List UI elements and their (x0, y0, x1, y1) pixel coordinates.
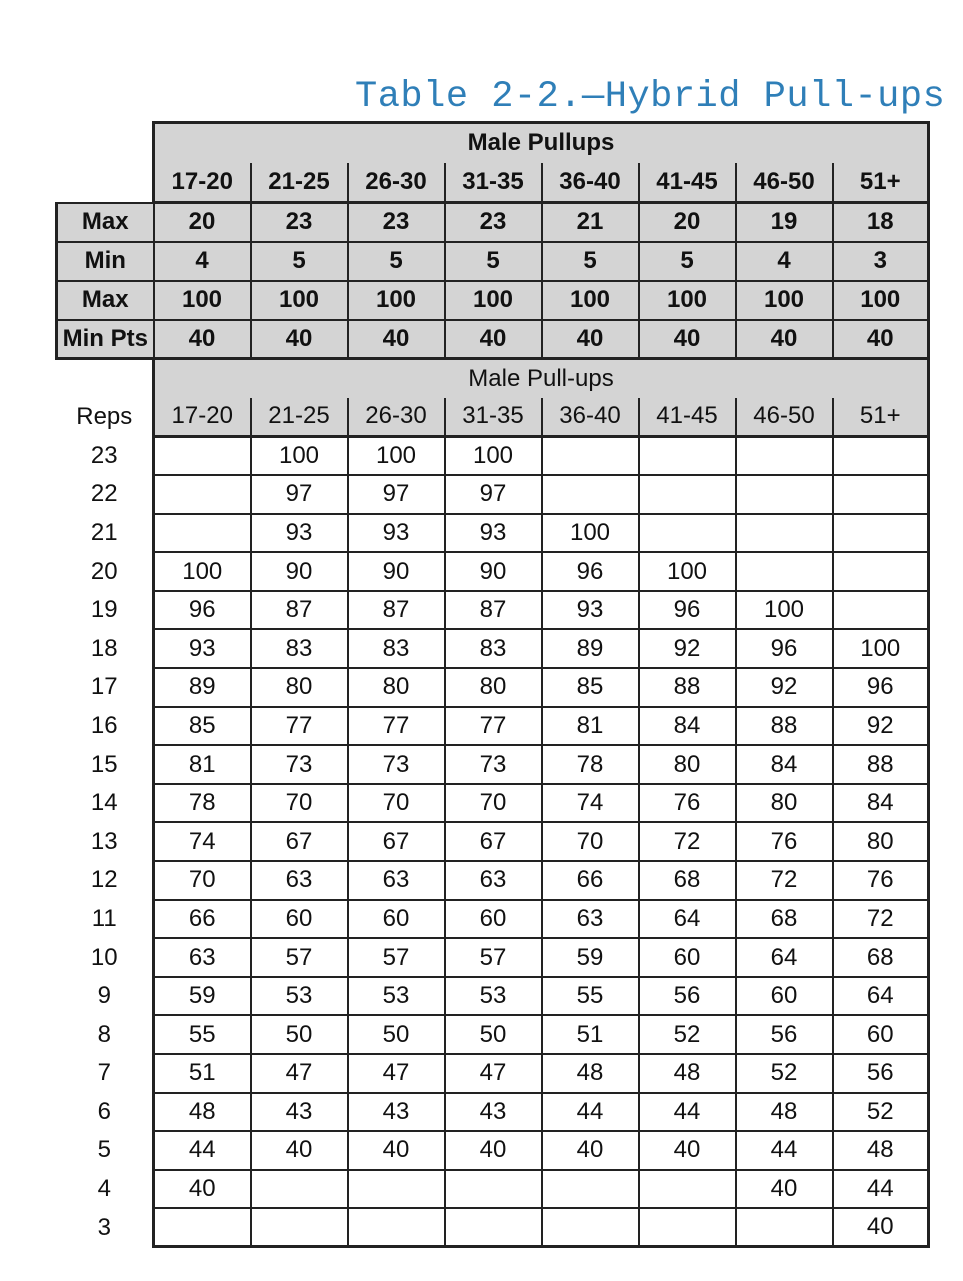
score-cell: 80 (348, 668, 445, 707)
summary-row (57, 320, 929, 359)
score-cell: 57 (445, 938, 542, 977)
summary-value: 100 (833, 281, 929, 320)
score-cell: 64 (639, 900, 736, 939)
score-cell (251, 1170, 348, 1209)
score-cell (445, 1208, 542, 1247)
score-cell: 90 (348, 552, 445, 591)
score-cell: 44 (639, 1093, 736, 1132)
score-cell: 40 (736, 1170, 833, 1209)
reps-value: 14 (57, 784, 154, 823)
summary-header: Male Pullups (154, 123, 929, 163)
score-cell: 96 (736, 629, 833, 668)
reps-value: 23 (57, 437, 154, 476)
score-cell: 85 (154, 707, 251, 746)
score-header-row (57, 359, 929, 398)
summary-value: 23 (348, 203, 445, 242)
summary-value: 18 (833, 203, 929, 242)
score-cell: 63 (445, 861, 542, 900)
score-cell: 90 (251, 552, 348, 591)
summary-value: 5 (251, 242, 348, 281)
reps-value: 11 (57, 900, 154, 939)
score-cell: 73 (348, 745, 445, 784)
score-cell: 60 (639, 938, 736, 977)
score-cell: 97 (348, 475, 445, 514)
score-cell: 56 (736, 1015, 833, 1054)
score-cell (639, 514, 736, 553)
score-cell: 60 (445, 900, 542, 939)
score-cell: 60 (348, 900, 445, 939)
summary-value: 4 (736, 242, 833, 281)
summary-row (57, 242, 929, 281)
corner-blank (57, 163, 154, 203)
score-age-group: 31-35 (445, 398, 542, 437)
score-cell (154, 437, 251, 476)
score-cell: 100 (154, 552, 251, 591)
score-cell: 80 (251, 668, 348, 707)
score-cell: 67 (445, 822, 542, 861)
summary-age-group: 31-35 (445, 163, 542, 203)
table-row (57, 822, 929, 861)
summary-row-label: Max (57, 281, 154, 320)
score-cell: 76 (833, 861, 929, 900)
score-cell: 66 (542, 861, 639, 900)
score-cell: 67 (348, 822, 445, 861)
score-cell: 43 (348, 1093, 445, 1132)
table-row (57, 900, 929, 939)
reps-value: 19 (57, 591, 154, 630)
summary-value: 21 (542, 203, 639, 242)
score-cell: 51 (154, 1054, 251, 1093)
score-cell: 83 (348, 629, 445, 668)
score-cell: 60 (736, 977, 833, 1016)
summary-row-label: Max (57, 203, 154, 242)
score-cell: 88 (736, 707, 833, 746)
summary-value: 100 (251, 281, 348, 320)
score-cell: 64 (833, 977, 929, 1016)
reps-value: 4 (57, 1170, 154, 1209)
score-cell: 77 (348, 707, 445, 746)
table-row (57, 1015, 929, 1054)
summary-value: 40 (639, 320, 736, 359)
reps-label: Reps (57, 398, 154, 437)
score-cell: 89 (154, 668, 251, 707)
summary-age-group: 26-30 (348, 163, 445, 203)
score-cell: 47 (348, 1054, 445, 1093)
score-cell (445, 1170, 542, 1209)
summary-age-group: 51+ (833, 163, 929, 203)
table-row (57, 668, 929, 707)
score-cell: 97 (251, 475, 348, 514)
score-cell: 40 (154, 1170, 251, 1209)
reps-value: 8 (57, 1015, 154, 1054)
score-cell: 50 (445, 1015, 542, 1054)
summary-value: 23 (445, 203, 542, 242)
score-cell: 81 (542, 707, 639, 746)
score-cell: 59 (154, 977, 251, 1016)
score-cell: 52 (639, 1015, 736, 1054)
score-cell: 48 (833, 1131, 929, 1170)
summary-value: 100 (639, 281, 736, 320)
score-cell (736, 437, 833, 476)
pullup-score-table (55, 121, 930, 1248)
summary-value: 4 (154, 242, 251, 281)
table-row (57, 1208, 929, 1247)
score-cell: 84 (833, 784, 929, 823)
score-cell: 53 (445, 977, 542, 1016)
table-row (57, 1170, 929, 1209)
score-cell: 93 (445, 514, 542, 553)
score-cell (736, 475, 833, 514)
summary-age-group: 41-45 (639, 163, 736, 203)
score-cell: 96 (639, 591, 736, 630)
score-cell (736, 552, 833, 591)
score-cell: 78 (154, 784, 251, 823)
score-cell (154, 1208, 251, 1247)
score-cell: 40 (639, 1131, 736, 1170)
score-cell: 52 (736, 1054, 833, 1093)
table-row (57, 514, 929, 553)
score-cell (736, 1208, 833, 1247)
score-cell: 50 (251, 1015, 348, 1054)
score-cell (639, 1170, 736, 1209)
score-cell: 74 (154, 822, 251, 861)
summary-value: 40 (348, 320, 445, 359)
summary-value: 100 (348, 281, 445, 320)
score-cell: 100 (639, 552, 736, 591)
score-cell: 70 (445, 784, 542, 823)
score-cell: 64 (736, 938, 833, 977)
score-cell: 72 (639, 822, 736, 861)
score-cell (154, 475, 251, 514)
score-cell: 43 (251, 1093, 348, 1132)
score-cell: 53 (251, 977, 348, 1016)
score-cell (833, 437, 929, 476)
summary-age-group: 17-20 (154, 163, 251, 203)
score-cell: 73 (251, 745, 348, 784)
score-cell: 74 (542, 784, 639, 823)
score-cell: 44 (736, 1131, 833, 1170)
score-cell: 76 (639, 784, 736, 823)
score-cell (251, 1208, 348, 1247)
score-cell: 83 (445, 629, 542, 668)
score-cell (542, 437, 639, 476)
score-cell: 68 (833, 938, 929, 977)
score-cell: 56 (639, 977, 736, 1016)
table-row (57, 861, 929, 900)
score-cell: 77 (445, 707, 542, 746)
table-row (57, 707, 929, 746)
score-cell: 92 (736, 668, 833, 707)
summary-value: 5 (542, 242, 639, 281)
score-cell (833, 475, 929, 514)
score-cell (736, 514, 833, 553)
summary-row (57, 203, 929, 242)
summary-value: 19 (736, 203, 833, 242)
score-cell: 93 (251, 514, 348, 553)
reps-value: 12 (57, 861, 154, 900)
score-cell: 48 (154, 1093, 251, 1132)
score-cell: 40 (251, 1131, 348, 1170)
score-cell (348, 1170, 445, 1209)
score-cell: 70 (251, 784, 348, 823)
score-cell: 68 (736, 900, 833, 939)
score-cell: 55 (154, 1015, 251, 1054)
score-cell: 40 (348, 1131, 445, 1170)
score-cell: 93 (348, 514, 445, 553)
score-cell (154, 514, 251, 553)
score-cell: 56 (833, 1054, 929, 1093)
score-cell: 76 (736, 822, 833, 861)
score-cell: 84 (639, 707, 736, 746)
score-cell (833, 514, 929, 553)
score-cell (833, 591, 929, 630)
score-cell: 87 (445, 591, 542, 630)
score-cell: 100 (833, 629, 929, 668)
score-cell: 44 (542, 1093, 639, 1132)
score-cell (639, 1208, 736, 1247)
score-age-group: 17-20 (154, 398, 251, 437)
summary-value: 20 (154, 203, 251, 242)
score-age-group: 51+ (833, 398, 929, 437)
score-cell (639, 437, 736, 476)
reps-value: 17 (57, 668, 154, 707)
summary-value: 5 (348, 242, 445, 281)
score-cell: 72 (833, 900, 929, 939)
summary-value: 23 (251, 203, 348, 242)
score-cell: 48 (542, 1054, 639, 1093)
score-cell: 59 (542, 938, 639, 977)
score-cell: 100 (542, 514, 639, 553)
score-age-group: 26-30 (348, 398, 445, 437)
score-cell: 89 (542, 629, 639, 668)
score-cell: 88 (833, 745, 929, 784)
score-cell: 40 (445, 1131, 542, 1170)
summary-value: 20 (639, 203, 736, 242)
table-row (57, 1093, 929, 1132)
summary-value: 100 (154, 281, 251, 320)
reps-value: 7 (57, 1054, 154, 1093)
score-cell: 47 (251, 1054, 348, 1093)
summary-row-label: Min Pts (57, 320, 154, 359)
summary-value: 40 (251, 320, 348, 359)
score-cell: 100 (736, 591, 833, 630)
score-cell: 70 (542, 822, 639, 861)
score-age-group: 46-50 (736, 398, 833, 437)
score-age-group: 41-45 (639, 398, 736, 437)
reps-value: 3 (57, 1208, 154, 1247)
score-cell: 81 (154, 745, 251, 784)
score-cell: 66 (154, 900, 251, 939)
table-row (57, 475, 929, 514)
summary-value: 40 (154, 320, 251, 359)
score-cell (833, 552, 929, 591)
score-cell: 63 (542, 900, 639, 939)
summary-value: 5 (445, 242, 542, 281)
table-row (57, 938, 929, 977)
score-cell: 48 (736, 1093, 833, 1132)
reps-value: 21 (57, 514, 154, 553)
score-cell: 60 (833, 1015, 929, 1054)
table-row (57, 1131, 929, 1170)
summary-age-group: 21-25 (251, 163, 348, 203)
score-cell (542, 475, 639, 514)
table-row (57, 437, 929, 476)
score-cell: 80 (736, 784, 833, 823)
score-cell: 63 (251, 861, 348, 900)
score-cell (639, 475, 736, 514)
score-cell: 97 (445, 475, 542, 514)
reps-value: 22 (57, 475, 154, 514)
table-title: Table 2-2.—Hybrid Pull-ups (355, 76, 946, 118)
summary-header-row (57, 123, 929, 163)
score-cell: 47 (445, 1054, 542, 1093)
score-cell: 72 (736, 861, 833, 900)
score-age-group: 36-40 (542, 398, 639, 437)
score-cell: 55 (542, 977, 639, 1016)
score-cell: 80 (833, 822, 929, 861)
reps-value: 16 (57, 707, 154, 746)
score-cell: 88 (639, 668, 736, 707)
score-cell: 100 (348, 437, 445, 476)
corner-blank (57, 359, 154, 398)
score-cell: 48 (639, 1054, 736, 1093)
score-cell: 52 (833, 1093, 929, 1132)
summary-row (57, 281, 929, 320)
table-row (57, 784, 929, 823)
reps-value: 15 (57, 745, 154, 784)
score-cell: 85 (542, 668, 639, 707)
summary-value: 3 (833, 242, 929, 281)
summary-value: 40 (736, 320, 833, 359)
corner-blank (57, 123, 154, 163)
score-cell: 44 (154, 1131, 251, 1170)
score-cell: 93 (154, 629, 251, 668)
summary-age-group: 46-50 (736, 163, 833, 203)
score-cell: 87 (348, 591, 445, 630)
score-cell: 51 (542, 1015, 639, 1054)
score-cell: 67 (251, 822, 348, 861)
score-cell: 92 (639, 629, 736, 668)
score-cell: 50 (348, 1015, 445, 1054)
summary-age-row (57, 163, 929, 203)
reps-value: 9 (57, 977, 154, 1016)
score-cell: 78 (542, 745, 639, 784)
score-cell: 43 (445, 1093, 542, 1132)
summary-row-label: Min (57, 242, 154, 281)
score-cell: 93 (542, 591, 639, 630)
score-cell: 100 (251, 437, 348, 476)
score-cell: 60 (251, 900, 348, 939)
score-cell: 96 (154, 591, 251, 630)
reps-value: 18 (57, 629, 154, 668)
score-cell: 87 (251, 591, 348, 630)
score-cell: 63 (348, 861, 445, 900)
summary-age-group: 36-40 (542, 163, 639, 203)
score-cell: 68 (639, 861, 736, 900)
score-cell: 80 (639, 745, 736, 784)
score-cell: 40 (833, 1208, 929, 1247)
score-cell: 100 (445, 437, 542, 476)
table-row (57, 629, 929, 668)
score-cell: 57 (348, 938, 445, 977)
reps-value: 20 (57, 552, 154, 591)
score-cell: 83 (251, 629, 348, 668)
score-cell: 70 (154, 861, 251, 900)
score-cell: 80 (445, 668, 542, 707)
score-cell: 92 (833, 707, 929, 746)
table-row (57, 591, 929, 630)
reps-value: 6 (57, 1093, 154, 1132)
score-cell: 96 (833, 668, 929, 707)
score-cell (542, 1170, 639, 1209)
score-cell: 70 (348, 784, 445, 823)
score-cell: 44 (833, 1170, 929, 1209)
summary-value: 40 (445, 320, 542, 359)
score-cell: 73 (445, 745, 542, 784)
score-cell: 90 (445, 552, 542, 591)
reps-value: 10 (57, 938, 154, 977)
summary-value: 40 (833, 320, 929, 359)
score-cell: 57 (251, 938, 348, 977)
score-age-row (57, 398, 929, 437)
score-cell (542, 1208, 639, 1247)
table-row (57, 552, 929, 591)
table-row (57, 977, 929, 1016)
reps-value: 5 (57, 1131, 154, 1170)
table-row (57, 745, 929, 784)
score-age-group: 21-25 (251, 398, 348, 437)
table-row (57, 1054, 929, 1093)
reps-value: 13 (57, 822, 154, 861)
score-cell: 53 (348, 977, 445, 1016)
summary-value: 100 (736, 281, 833, 320)
score-cell: 77 (251, 707, 348, 746)
score-cell: 84 (736, 745, 833, 784)
summary-value: 100 (445, 281, 542, 320)
score-cell (348, 1208, 445, 1247)
score-cell: 63 (154, 938, 251, 977)
summary-value: 5 (639, 242, 736, 281)
summary-value: 100 (542, 281, 639, 320)
score-cell: 96 (542, 552, 639, 591)
summary-value: 40 (542, 320, 639, 359)
score-cell: 40 (542, 1131, 639, 1170)
score-header: Male Pull-ups (154, 359, 929, 398)
